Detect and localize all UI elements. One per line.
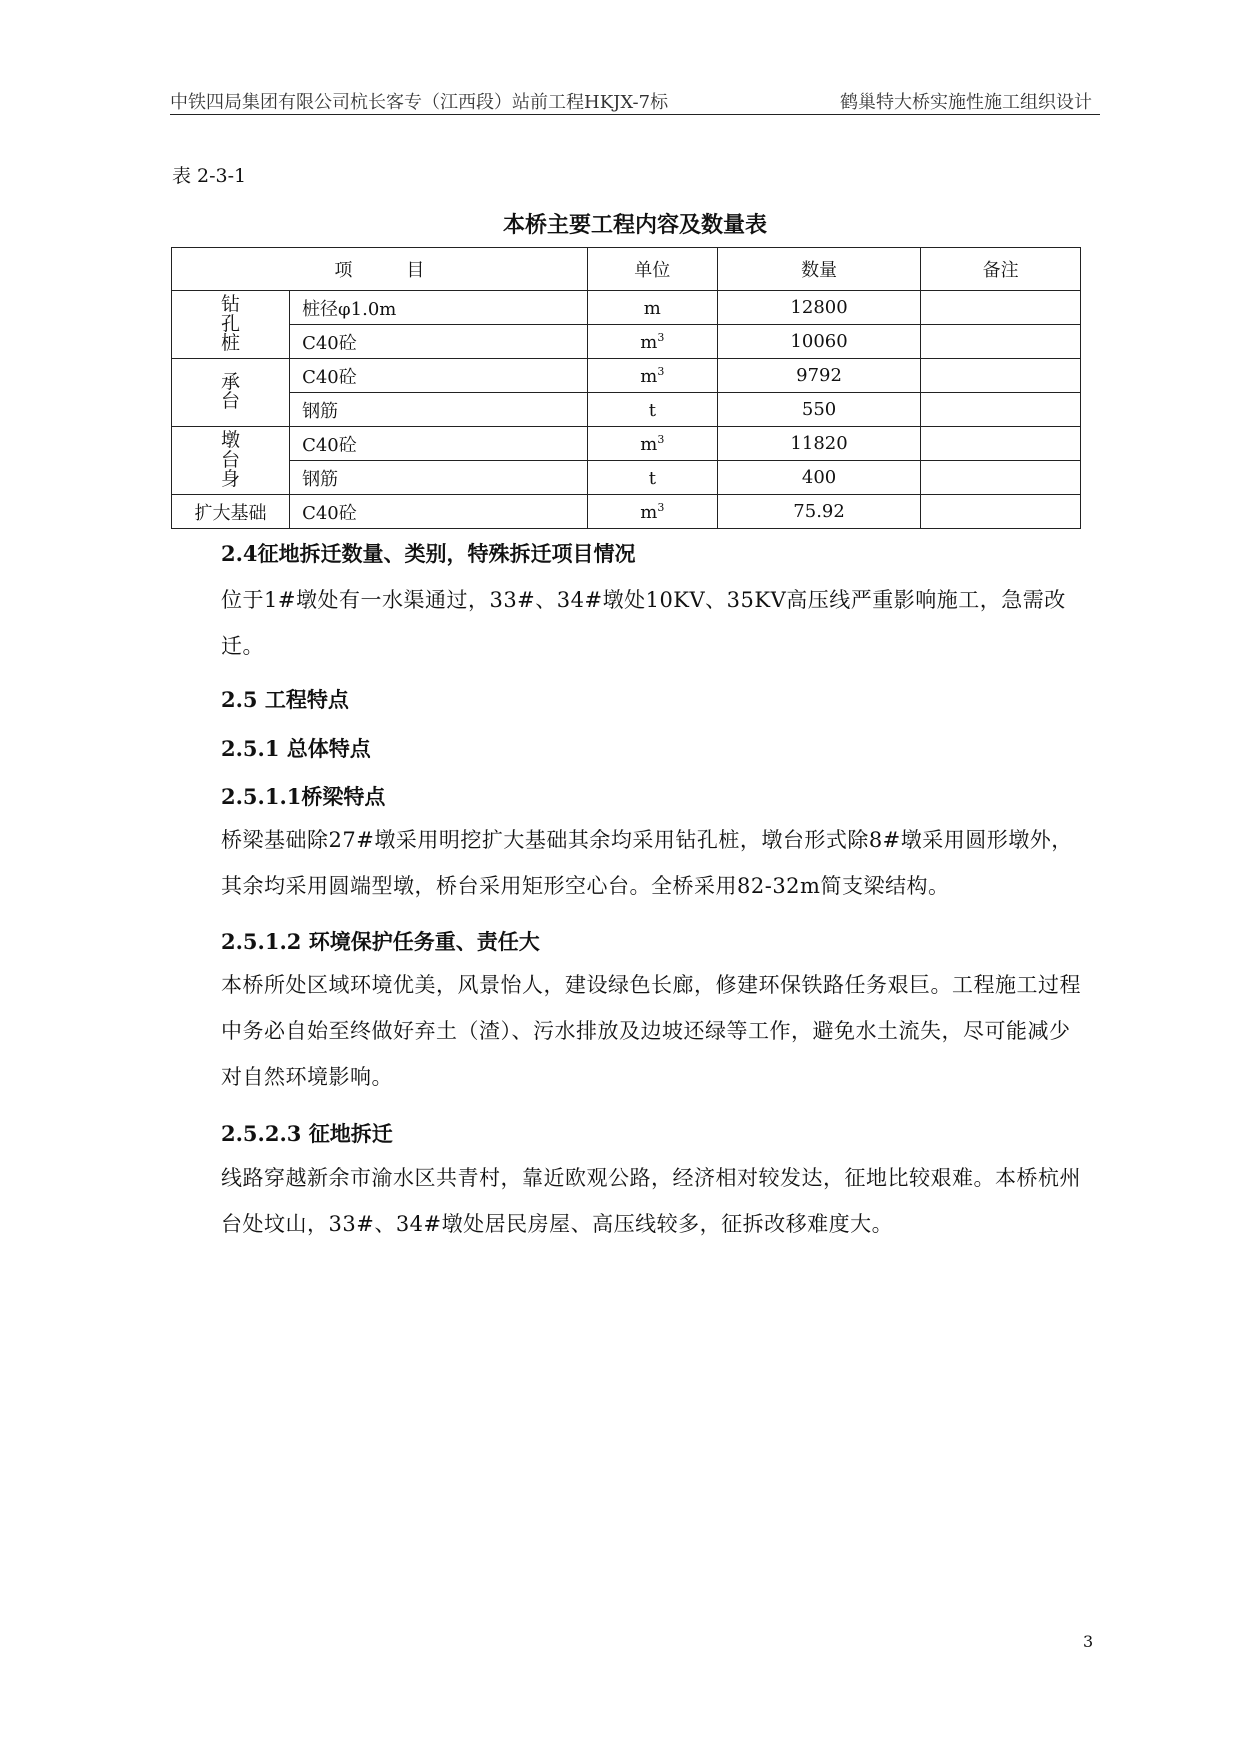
section-heading-2-5: 2.5 工程特点 (221, 687, 349, 712)
table-row (172, 393, 1081, 427)
group-name: 承台 (221, 370, 241, 413)
note-cell (921, 325, 1081, 359)
table-header-row (172, 248, 1081, 291)
group-cell (172, 359, 290, 427)
quantity-table (171, 247, 1081, 529)
group-cell: 扩大基础 (172, 495, 290, 529)
table-number: 表 2-3-1 (172, 165, 247, 187)
qty-cell: 10060 (717, 325, 921, 359)
header-note: 备注 (921, 248, 1081, 291)
group-name: 墩台身 (221, 428, 241, 491)
table-row (172, 427, 1081, 461)
section-heading-2-5-1: 2.5.1 总体特点 (221, 736, 371, 761)
table-title: 本桥主要工程内容及数量表 (502, 212, 767, 238)
item-cell: C40砼 (290, 325, 588, 359)
unit-cell: $m^3$ (587, 359, 717, 393)
item-cell: 桩径φ1.0m (290, 291, 588, 325)
unit-cell: $m^3$ (587, 495, 717, 529)
paragraph-2-5-1-1: 桥梁基础除27#墩采用明挖扩大基础其余均采用钻孔桩，墩台形式除8#墩采用圆形墩外，其余均采用圆端型墩，桥台采用矩形空心台。全桥采用82-32m简支梁结构。 (221, 828, 1073, 898)
header-company: 中铁四局集团有限公司杭长客专（江西段）站前工程HKJX-7标 (170, 92, 669, 113)
header-unit: 单位 (587, 248, 717, 291)
paragraph-2-5-1-2: 本桥所处区域环境优美，风景怡人，建设绿色长廊，修建环保铁路任务艰巨。工程施工过程中务必自始至终做好弃土（渣）、污水排放及边坡还绿等工作，避免水土流失，尽可能减少对自然环境影响。 (221, 973, 1081, 1089)
note-cell (921, 461, 1081, 495)
qty-cell: 550 (717, 393, 921, 427)
group-cell (172, 427, 290, 495)
item-cell: 钢筋 (290, 393, 588, 427)
unit-cell: t (587, 461, 717, 495)
note-cell (921, 427, 1081, 461)
item-cell: 钢筋 (290, 461, 588, 495)
paragraph-2-5-2-3: 线路穿越新余市渝水区共青村，靠近欧观公路，经济相对较发达，征地比较艰难。本桥杭州台处坟山，33#、34#墩处居民房屋、高压线较多，征拆改移难度大。 (221, 1166, 1081, 1236)
group-name: 钻孔桩 (221, 292, 241, 355)
section-heading-2-5-2-3: 2.5.2.3 征地拆迁 (221, 1121, 393, 1146)
qty-cell: 9792 (717, 359, 921, 393)
table-row (172, 291, 1081, 325)
table-row (172, 461, 1081, 495)
item-cell: C40砼 (290, 359, 588, 393)
section-heading-2-5-1-1: 2.5.1.1桥梁特点 (221, 784, 386, 809)
note-cell (921, 393, 1081, 427)
unit-cell: $m^3$ (587, 427, 717, 461)
note-cell (921, 291, 1081, 325)
table-row (172, 359, 1081, 393)
qty-cell: 12800 (717, 291, 921, 325)
item-cell: C40砼 (290, 427, 588, 461)
section-heading-2-4: 2.4征地拆迁数量、类别，特殊拆迁项目情况 (221, 541, 636, 566)
unit-cell: t (587, 393, 717, 427)
group-cell (172, 291, 290, 359)
qty-cell: 11820 (717, 427, 921, 461)
qty-cell: 400 (717, 461, 921, 495)
note-cell (921, 359, 1081, 393)
page-header (170, 86, 1100, 115)
section-heading-2-5-1-2: 2.5.1.2 环境保护任务重、责任大 (221, 929, 540, 954)
unit-cell: m (587, 291, 717, 325)
header-item: 项 目 (172, 248, 588, 291)
header-qty: 数量 (717, 248, 921, 291)
unit-cell: $m^3$ (587, 325, 717, 359)
header-document-title: 鹤巢特大桥实施性施工组织设计 (840, 92, 1092, 113)
table-row (172, 495, 1081, 529)
table-row (172, 325, 1081, 359)
note-cell (921, 495, 1081, 529)
page-number: 3 (1083, 1632, 1094, 1651)
paragraph-2-4: 位于1#墩处有一水渠通过，33#、34#墩处10KV、35KV高压线严重影响施工，急需改迁。 (221, 588, 1066, 658)
item-cell: C40砼 (290, 495, 588, 529)
qty-cell: 75.92 (717, 495, 921, 529)
